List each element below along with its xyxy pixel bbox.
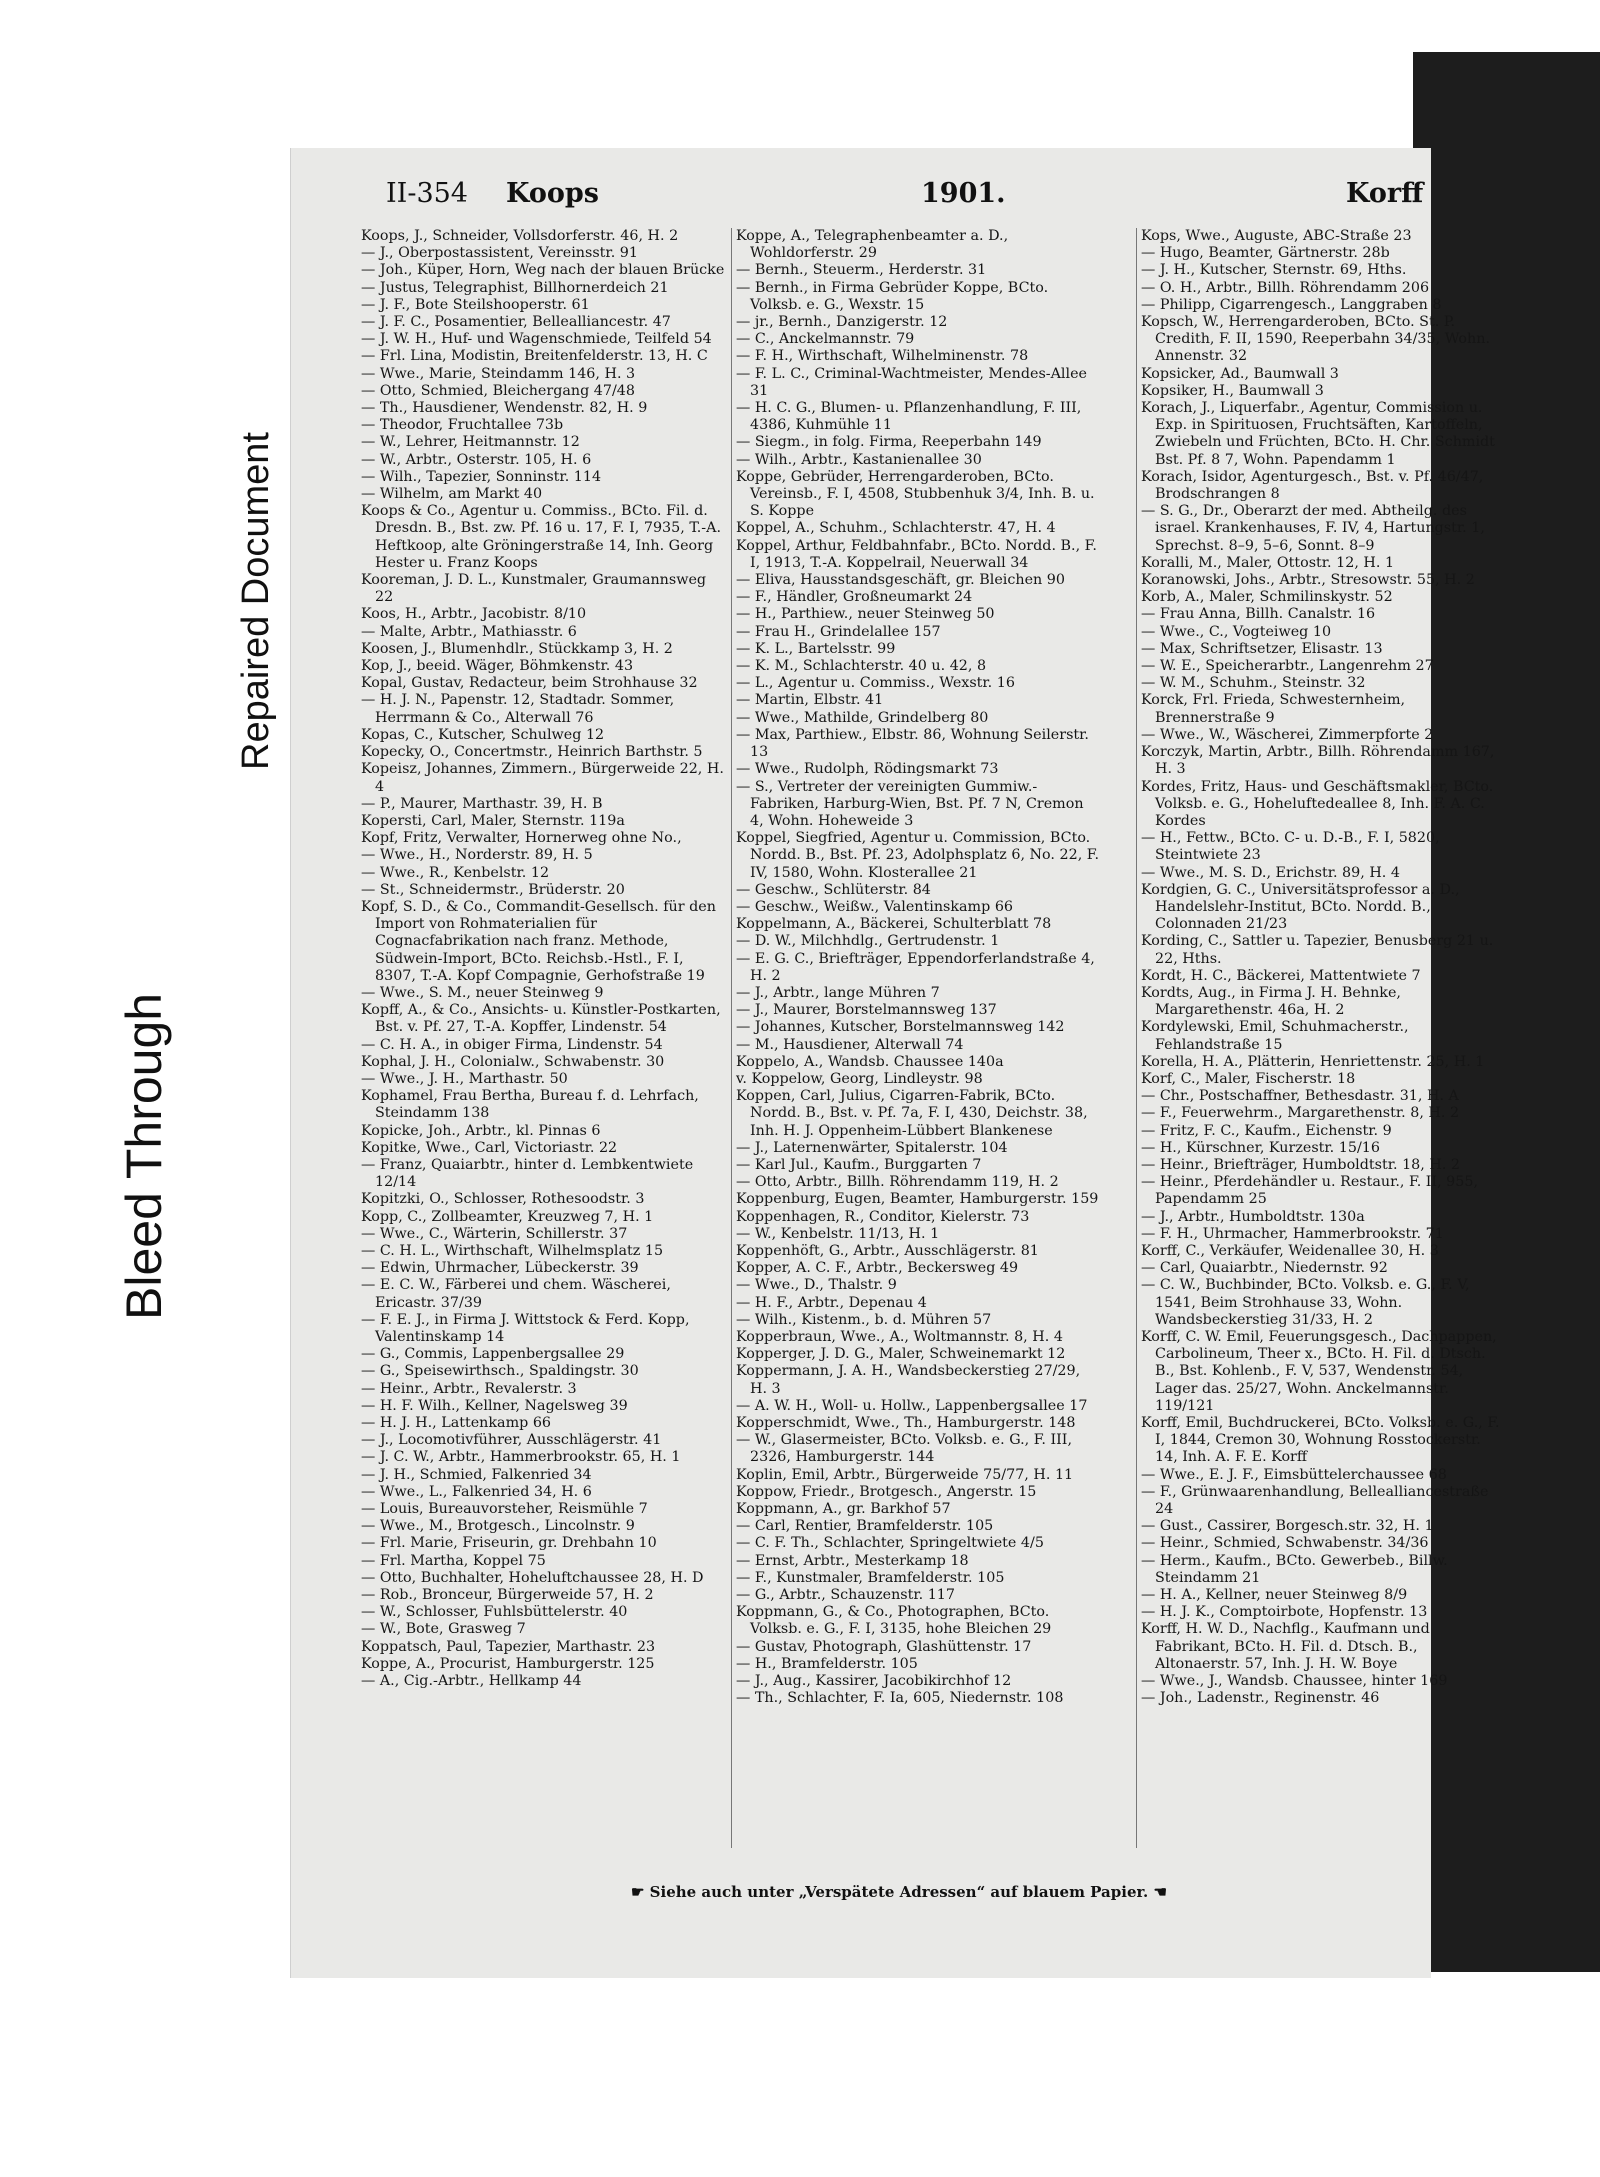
directory-entry: — Frl. Marie, Friseurin, gr. Drehbahn 10 — [361, 1535, 657, 1552]
directory-entry: Koppatsch, Paul, Tapezier, Marthastr. 23 — [361, 1638, 656, 1655]
directory-entry: — F. E. J., in Firma J. Wittstock & Ferd. Kopp, Valentinskamp 14 — [361, 1311, 690, 1345]
directory-entry: — J., Maurer, Borstelmannsweg 137 — [736, 1002, 997, 1019]
directory-entry: — Carl, Rentier, Bramfelderstr. 105 — [736, 1518, 994, 1535]
directory-entry: — G., Speisewirthsch., Spaldingstr. 30 — [361, 1363, 639, 1380]
directory-entry: — Bernh., in Firma Gebrüder Koppe, BCto. Volksb. e. G., Wexstr. 15 — [736, 279, 1049, 313]
directory-entry: — Gustav, Photograph, Glashüttenstr. 17 — [736, 1638, 1032, 1655]
directory-entry: Koppenburg, Eugen, Beamter, Hamburgerstr. 159 — [736, 1191, 1099, 1208]
directory-entry: v. Koppelow, Georg, Lindleystr. 98 — [736, 1070, 983, 1087]
directory-entry: — J., Oberpostassistent, Vereinsstr. 91 — [361, 245, 638, 262]
directory-entry: — Wwe., C., Wärterin, Schillerstr. 37 — [361, 1225, 628, 1242]
directory-entry: Kopf, S. D., & Co., Commandit-Gesellsch. für den Import von Rohmaterialien für Cognacfabrikation nach franz. Methode, Südwein-Import, BCto. Reichsb.-Hstl., F. I, 8307, T.-A. Kopf Compagnie, Gerhofstraße 19 — [361, 898, 716, 984]
directory-entry: Kopperschmidt, Wwe., Th., Hamburgerstr. 148 — [736, 1415, 1076, 1432]
directory-entry: Kop, J., beeid. Wäger, Böhmkenstr. 43 — [361, 658, 634, 675]
directory-entry: — Heinr., Arbtr., Revalerstr. 3 — [361, 1380, 577, 1397]
directory-entry: — L., Agentur u. Commiss., Wexstr. 16 — [736, 675, 1015, 692]
directory-entry: — H., Bramfelderstr. 105 — [736, 1655, 918, 1672]
directory-entry: — C. H. L., Wirthschaft, Wilhelmsplatz 15 — [361, 1242, 664, 1259]
header-year: 1901. — [921, 178, 1006, 209]
directory-entry: Koppe, A., Procurist, Hamburgerstr. 125 — [361, 1655, 655, 1672]
page-header — [386, 178, 1424, 218]
directory-entry: — H. A., Kellner, neuer Steinweg 8/9 — [1141, 1587, 1408, 1604]
page-number: II-354 — [386, 178, 468, 209]
directory-entry: — Wilh., Arbtr., Kastanienallee 30 — [736, 451, 982, 468]
directory-entry: Kordylewski, Emil, Schuhmacherstr., Fehlandstraße 15 — [1141, 1019, 1409, 1053]
directory-entry: Koranowski, Johs., Arbtr., Stresowstr. 55, H. 2 — [1141, 572, 1475, 589]
directory-entry: Korff, C. W. Emil, Feuerungsgesch., Dachpappen, Carbolineum, Theer x., BCto. H. Fil. d. Dtsch. B., Bst. Kohlenb., F. V, 537, Wendenstr. 54, Lager das. 25/27, Wohn. Anckelmannstr. 119/121 — [1141, 1329, 1497, 1414]
directory-entry: Kopsicker, Ad., Baumwall 3 — [1141, 365, 1339, 382]
directory-entry: — Wwe., J., Wandsb. Chaussee, hinter 169 — [1141, 1673, 1448, 1690]
directory-entry: — Louis, Bureauvorsteher, Reismühle 7 — [361, 1501, 648, 1518]
directory-entry: Koplin, Emil, Arbtr., Bürgerweide 75/77, H. 11 — [736, 1466, 1074, 1483]
directory-entry: Kopp, C., Zollbeamter, Kreuzweg 7, H. 1 — [361, 1208, 654, 1225]
directory-entry: — F., Kunstmaler, Bramfelderstr. 105 — [736, 1569, 1005, 1586]
directory-entry: Kopperbraun, Wwe., A., Woltmannstr. 8, H. 4 — [736, 1329, 1063, 1345]
directory-entry: — H. J. H., Lattenkamp 66 — [361, 1415, 552, 1432]
directory-entry: — H., Parthiew., neuer Steinweg 50 — [736, 606, 995, 623]
directory-entry: — F., Feuerwehrm., Margarethenstr. 8, H. 2 — [1141, 1105, 1460, 1122]
directory-entry: Korff, Emil, Buchdruckerei, BCto. Volksb. e. G., F. I, 1844, Cremon 30, Wohnung Rosstockerstr. 14, Inh. A. F. E. Korff — [1141, 1415, 1500, 1466]
directory-entry: — Franz, Quaiarbtr., hinter d. Lembkentwiete 12/14 — [361, 1156, 694, 1191]
directory-entry: — Wwe., M., Brotgesch., Lincolnstr. 9 — [361, 1518, 635, 1535]
directory-entry: — A., Cig.-Arbtr., Hellkamp 44 — [361, 1673, 582, 1690]
directory-entry: Kordts, Aug., in Firma J. H. Behnke, Margarethenstr. 46a, H. 2 — [1141, 984, 1401, 1019]
directory-entry: Korck, Frl. Frieda, Schwesternheim, Brennerstraße 9 — [1141, 692, 1406, 726]
directory-entry: — Rob., Bronceur, Bürgerweide 57, H. 2 — [361, 1587, 654, 1604]
directory-entry: — Wwe., L., Falkenried 34, H. 6 — [361, 1483, 592, 1500]
directory-entry: Koppelmann, A., Bäckerei, Schulterblatt 78 — [736, 916, 1052, 933]
directory-entry: Koppow, Friedr., Brotgesch., Angerstr. 15 — [736, 1483, 1037, 1500]
directory-entry: Kopf, Fritz, Verwalter, Hornerweg ohne No., — [361, 830, 682, 847]
directory-entry: — Heinr., Briefträger, Humboldtstr. 18, H. 2 — [1141, 1156, 1461, 1173]
annotation-labels — [95, 300, 295, 1320]
header-right-word: Korff — [1346, 178, 1424, 209]
directory-entry: — Fritz, F. C., Kaufm., Eichenstr. 9 — [1141, 1122, 1392, 1139]
directory-entry: Kopersti, Carl, Maler, Sternstr. 119a — [361, 812, 625, 829]
directory-entry: — Wilh., Tapezier, Sonninstr. 114 — [361, 468, 602, 485]
directory-entry: Koppenhagen, R., Conditor, Kielerstr. 73 — [736, 1208, 1030, 1225]
directory-entry: Kordgien, G. C., Universitätsprofessor a. D., Handelslehr-Institut, BCto. Nordd. B., Colonnaden 21/23 — [1141, 881, 1460, 933]
directory-entry: — Frau H., Grindelallee 157 — [736, 623, 941, 640]
directory-entry: — F., Händler, Großneumarkt 24 — [736, 589, 973, 606]
directory-entry: — Wwe., D., Thalstr. 9 — [736, 1277, 897, 1294]
directory-entry: — J. F. C., Posamentier, Bellealliancestr. 47 — [361, 314, 671, 331]
directory-entry: — J., Locomotivführer, Ausschlägerstr. 41 — [361, 1432, 662, 1449]
directory-entry: — H. J. K., Comptoirbote, Hopfenstr. 13 — [1141, 1604, 1428, 1621]
directory-entry: Korff, C., Verkäufer, Weidenallee 30, H. 3 — [1141, 1242, 1439, 1259]
directory-entry: — St., Schneidermstr., Brüderstr. 20 — [361, 881, 625, 898]
directory-entry: — F., Grünwaarenhandlung, Bellealliancestraße 24 — [1141, 1483, 1489, 1518]
directory-entry: — J. F., Bote Steilshooperstr. 61 — [361, 296, 590, 313]
directory-entry: Kopicke, Joh., Arbtr., kl. Pinnas 6 — [361, 1122, 601, 1139]
page-footer: ☛ Siehe auch unter „Verspätete Adressen“ auf blauem Papier. ☚ — [631, 1883, 1167, 1901]
directory-entry: — Theodor, Fruchtallee 73b — [361, 417, 564, 434]
directory-entry: — Edwin, Uhrmacher, Lübeckerstr. 39 — [361, 1260, 639, 1277]
directory-page — [290, 148, 1500, 1978]
directory-entry: — Johannes, Kutscher, Borstelmannsweg 142 — [736, 1019, 1065, 1036]
directory-entry: Kopal, Gustav, Redacteur, beim Strohhause 32 — [361, 675, 698, 692]
directory-entry: — K. M., Schlachterstr. 40 u. 42, 8 — [736, 658, 987, 675]
directory-entry: Koralli, M., Maler, Ottostr. 12, H. 1 — [1141, 554, 1395, 571]
column-divider — [1136, 228, 1137, 1848]
directory-entry: — Wwe., W., Wäscherei, Zimmerpforte 2 — [1141, 726, 1434, 743]
directory-entry: — E. G. C., Briefträger, Eppendorferlandstraße 4, H. 2 — [736, 950, 1095, 984]
directory-entry: — Ernst, Arbtr., Mesterkamp 18 — [736, 1552, 969, 1569]
directory-entry: Korczyk, Martin, Arbtr., Billh. Röhrendamm 167, H. 3 — [1141, 744, 1495, 778]
directory-entry: — W., Lehrer, Heitmannstr. 12 — [361, 434, 580, 451]
directory-entry: — Joh., Ladenstr., Reginenstr. 46 — [1141, 1690, 1380, 1707]
directory-entry: Korach, J., Liquerfabr., Agentur, Commission u. Exp. in Spirituosen, Fruchtsäften, Kartoffeln, Zwiebeln und Früchten, BCto. H. Chr. Schmidt Bst. Pf. 8 7, Wohn. Papendamm 1 — [1141, 400, 1495, 468]
directory-entry: — Carl, Quaiarbtr., Niedernstr. 92 — [1141, 1260, 1388, 1277]
repaired-document-label: Repaired Document — [235, 432, 277, 770]
directory-entry: — J. H., Kutscher, Sternstr. 69, Hths. — [1141, 262, 1407, 279]
directory-entry: — Geschw., Schlüterstr. 84 — [736, 881, 931, 898]
directory-entry: — Malte, Arbtr., Mathiasstr. 6 — [361, 623, 577, 640]
directory-entry: Kopper, A. C. F., Arbtr., Beckersweg 49 — [736, 1260, 1019, 1277]
directory-entry: Koppen, Carl, Julius, Cigarren-Fabrik, BCto. Nordd. B., Bst. v. Pf. 7a, F. I, 430, Deichstr. 38, Inh. H. J. Oppenheim-Lübbert Blankenese — [736, 1088, 1088, 1139]
directory-entry: Kops, Wwe., Auguste, ABC-Straße 23 — [1141, 228, 1412, 244]
directory-entry: — J., Arbtr., Humboldtstr. 130a — [1141, 1208, 1365, 1225]
directory-entry: — H. F., Arbtr., Depenau 4 — [736, 1294, 927, 1311]
directory-entry: Koppel, Siegfried, Agentur u. Commission, BCto. Nordd. B., Bst. Pf. 23, Adolphsplatz 6, No. 22, F. IV, 1580, Wohn. Klosterallee 21 — [736, 830, 1100, 881]
directory-entry: Kordt, H. C., Bäckerei, Mattentwiete 7 — [1141, 967, 1421, 984]
directory-entry: — M., Hausdiener, Alterwall 74 — [736, 1036, 964, 1053]
directory-entry: — Max, Parthiew., Elbstr. 86, Wohnung Seilerstr. 13 — [736, 726, 1089, 761]
directory-entry: — Eliva, Hausstandsgeschäft, gr. Bleichen 90 — [736, 572, 1066, 589]
directory-entry: Kopsch, W., Herrengarderoben, BCto. St. P. Credith, F. II, 1590, Reeperbahn 34/35, Wohn. Annenstr. 32 — [1141, 314, 1490, 365]
directory-entry: Korff, H. W. D., Nachflg., Kaufmann und Fabrikant, BCto. H. Fil. d. Dtsch. B., Altonaerstr. 57, Inh. J. H. W. Boye — [1141, 1621, 1430, 1672]
directory-entry: Kording, C., Sattler u. Tapezier, Benusberg 21 u. 22, Hths. — [1141, 933, 1494, 967]
directory-entry: — Wwe., M. S. D., Erichstr. 89, H. 4 — [1141, 864, 1400, 881]
directory-entry: — K. L., Bartelsstr. 99 — [736, 640, 896, 657]
directory-entry: — J., Laternenwärter, Spitalerstr. 104 — [736, 1139, 1008, 1156]
directory-entry: — E. C. W., Färberei und chem. Wäscherei, Ericastr. 37/39 — [361, 1277, 671, 1311]
directory-entry: — D. W., Milchhdlg., Gertrudenstr. 1 — [736, 933, 1000, 950]
directory-entry: Kopitzki, O., Schlosser, Rothesoodstr. 3 — [361, 1191, 645, 1208]
directory-entry: — H. C. G., Blumen- u. Pflanzenhandlung, F. III, 4386, Kuhmühle 11 — [736, 400, 1082, 434]
directory-entry: — Wilhelm, am Markt 40 — [361, 486, 543, 503]
directory-entry: — P., Maurer, Marthastr. 39, H. B — [361, 795, 603, 812]
directory-entry: Koos, H., Arbtr., Jacobistr. 8/10 — [361, 606, 587, 623]
directory-entry: — Frl. Martha, Koppel 75 — [361, 1552, 546, 1569]
directory-entry: Koppmann, G., & Co., Photographen, BCto. Volksb. e. G., F. I, 3135, hohe Bleichen 29 — [736, 1604, 1052, 1638]
directory-entry: Koppelo, A., Wandsb. Chaussee 140a — [736, 1053, 1004, 1070]
directory-entry: Kophamel, Frau Bertha, Bureau f. d. Lehrfach, Steindamm 138 — [361, 1088, 699, 1122]
directory-entry: — Wwe., C., Vogteiweg 10 — [1141, 623, 1332, 640]
directory-entry: — J., Aug., Kassirer, Jacobikirchhof 12 — [736, 1673, 1012, 1690]
directory-entry: — Chr., Postschaffner, Bethesdastr. 31, H. A — [1141, 1088, 1459, 1105]
directory-entry: Kordes, Fritz, Haus- und Geschäftsmakler, BCto. Volksb. e. G., Hoheluftedeallee 8, Inh. F. A. C. Kordes — [1141, 778, 1494, 829]
directory-entry: — Wwe., R., Kenbelstr. 12 — [361, 864, 550, 881]
directory-entry: — A. W. H., Woll- u. Hollw., Lappenbergsallee 17 — [736, 1397, 1088, 1414]
directory-entry: — F. H., Uhrmacher, Hammerbrookstr. 71 — [1141, 1225, 1444, 1242]
directory-entry: Korb, A., Maler, Schmilinskystr. 52 — [1141, 589, 1393, 606]
directory-entry: — H. F. Wilh., Kellner, Nagelsweg 39 — [361, 1397, 628, 1414]
directory-entry: — H., Fettw., BCto. C- u. D.-B., F. I, 5820, Steintwiete 23 — [1141, 830, 1440, 864]
directory-entry: — W. E., Speicherarbtr., Langenrehm 27 — [1141, 658, 1434, 675]
directory-entry: Koppermann, J. A. H., Wandsbeckerstieg 27/29, H. 3 — [736, 1363, 1081, 1397]
directory-entry: — Wwe., J. H., Marthastr. 50 — [361, 1070, 568, 1087]
directory-entry: — W., Bote, Grasweg 7 — [361, 1621, 526, 1638]
directory-entry: — Otto, Buchhalter, Hoheluftchaussee 28, H. D — [361, 1569, 704, 1586]
directory-entry: — W., Schlosser, Fuhlsbüttelerstr. 40 — [361, 1604, 628, 1621]
directory-entry: — Wwe., Rudolph, Rödingsmarkt 73 — [736, 761, 999, 778]
directory-entry: Koosen, J., Blumenhdlr., Stückkamp 3, H. 2 — [361, 640, 673, 657]
directory-entry: — Philipp, Cigarrengesch., Langgraben 8 — [1141, 296, 1442, 313]
directory-entry: — Otto, Arbtr., Billh. Röhrendamm 119, H. 2 — [736, 1174, 1059, 1191]
directory-entry: — Gust., Cassirer, Borgesch.str. 32, H. 1 — [1141, 1518, 1434, 1535]
directory-entry: — Th., Hausdiener, Wendenstr. 82, H. 9 — [361, 400, 648, 417]
directory-entry: — H., Kürschner, Kurzestr. 15/16 — [1141, 1139, 1380, 1156]
directory-entry: — C. F. Th., Schlachter, Springeltwiete 4/5 — [736, 1535, 1044, 1552]
directory-entry: Koppel, A., Schuhm., Schlachterstr. 47, H. 4 — [736, 520, 1056, 537]
directory-entry: — O. H., Arbtr., Billh. Röhrendamm 206 — [1141, 279, 1430, 296]
directory-entry: — G., Commis, Lappenbergsallee 29 — [361, 1346, 625, 1363]
directory-entry: — C. W., Buchbinder, BCto. Volksb. e. G., F. V, 1541, Beim Strohhause 33, Wohn. Wandsbeckerstieg 31/33, H. 2 — [1141, 1277, 1470, 1328]
directory-entry: Koppe, A., Telegraphenbeamter a. D., Wohldorferstr. 29 — [736, 228, 1009, 262]
directory-entry: — J. C. W., Arbtr., Hammerbrookstr. 65, H. 1 — [361, 1449, 681, 1466]
directory-entry: — Joh., Küper, Horn, Weg nach der blauen Brücke — [361, 262, 725, 279]
directory-entry: Korach, Isidor, Agenturgesch., Bst. v. Pf. 46/47, Brodschrangen 8 — [1141, 468, 1484, 503]
directory-entry: — Siegm., in folg. Firma, Reeperbahn 149 — [736, 434, 1042, 451]
directory-entry: — Hugo, Beamter, Gärtnerstr. 28b — [1141, 245, 1390, 262]
directory-entry: — Wwe., Marie, Steindamm 146, H. 3 — [361, 365, 636, 382]
directory-entry: Kopsiker, H., Baumwall 3 — [1141, 382, 1324, 399]
directory-entry: Kopas, C., Kutscher, Schulweg 12 — [361, 726, 605, 743]
directory-entry: — Wwe., S. M., neuer Steinweg 9 — [361, 984, 604, 1001]
column-2 — [736, 228, 1101, 1707]
directory-entry: Kopeisz, Johannes, Zimmern., Bürgerweide 22, H. 4 — [361, 761, 724, 795]
directory-entry: — Justus, Telegraphist, Billhornerdeich 21 — [361, 279, 669, 296]
directory-entry: — J., Arbtr., lange Mühren 7 — [736, 984, 940, 1001]
directory-entry: — Wwe., H., Norderstr. 89, H. 5 — [361, 847, 593, 864]
directory-entry: — S. G., Dr., Oberarzt der med. Abtheilg. des israel. Krankenhauses, F. IV, 4, Hartungstr. 1, Sprechst. 8–9, 5–6, Sonnt. 8–9 — [1141, 503, 1485, 554]
directory-entry: Kophal, J. H., Colonialw., Schwabenstr. 30 — [361, 1053, 665, 1070]
directory-entry: Koppel, Arthur, Feldbahnfabr., BCto. Nordd. B., F. I, 1913, T.-A. Koppelrail, Neuerwall 34 — [736, 537, 1097, 571]
directory-entry: — Max, Schriftsetzer, Elisastr. 13 — [1141, 640, 1383, 657]
directory-entry: Kooreman, J. D. L., Kunstmaler, Graumannsweg 22 — [361, 572, 707, 606]
directory-entry: — Wwe., Mathilde, Grindelberg 80 — [736, 709, 989, 726]
directory-entry: Kopecky, O., Concertmstr., Heinrich Barthstr. 5 — [361, 744, 703, 761]
directory-entry: — Wilh., Kistenm., b. d. Mühren 57 — [736, 1311, 992, 1328]
directory-entry: — Bernh., Steuerm., Herderstr. 31 — [736, 262, 987, 279]
directory-entry: — C. H. A., in obiger Firma, Lindenstr. 54 — [361, 1036, 663, 1053]
directory-entry: Kopperger, J. D. G., Maler, Schweinemarkt 12 — [736, 1346, 1066, 1363]
column-divider — [731, 228, 732, 1848]
directory-entry: Koppmann, A., gr. Barkhof 57 — [736, 1501, 951, 1518]
directory-entry: — Karl Jul., Kaufm., Burggarten 7 — [736, 1156, 982, 1173]
directory-entry: — Wwe., E. J. F., Eimsbüttelerchaussee 68 — [1141, 1466, 1447, 1483]
directory-entry: — Frl. Lina, Modistin, Breitenfelderstr. 13, H. C — [361, 348, 708, 365]
directory-entry: Koops & Co., Agentur u. Commiss., BCto. Fil. d. Dresdn. B., Bst. zw. Pf. 16 u. 17, F. I, 7935, T.-A. Heftkoop, alte Gröningerstraße 14, Inh. Georg Hester u. Franz Koops — [361, 503, 722, 571]
header-left-word: Koops — [506, 178, 599, 209]
directory-entry: — Th., Schlachter, F. Ia, 605, Niedernstr. 108 — [736, 1690, 1064, 1707]
directory-entry: — Frau Anna, Billh. Canalstr. 16 — [1141, 606, 1376, 623]
directory-entry: — C., Anckelmannstr. 79 — [736, 331, 915, 348]
directory-entry: — S., Vertreter der vereinigten Gummiw.-Fabriken, Harburg-Wien, Bst. Pf. 7 N, Cremon 4, Wohn. Hoheweide 3 — [736, 778, 1084, 829]
directory-entry: Koppenhöft, G., Arbtr., Ausschlägerstr. 81 — [736, 1242, 1039, 1259]
directory-entry: — Herm., Kaufm., BCto. Gewerbeb., Billw. Steindamm 21 — [1141, 1552, 1448, 1586]
directory-entry: — J. H., Schmied, Falkenried 34 — [361, 1466, 592, 1483]
directory-entry: — jr., Bernh., Danzigerstr. 12 — [736, 314, 948, 331]
directory-entry: Korf, C., Maler, Fischerstr. 18 — [1141, 1070, 1356, 1087]
directory-entry: — Otto, Schmied, Bleichergang 47/48 — [361, 382, 635, 399]
directory-entry: Kopitke, Wwe., Carl, Victoriastr. 22 — [361, 1139, 618, 1156]
directory-entry: — Heinr., Schmied, Schwabenstr. 34/36 — [1141, 1535, 1429, 1552]
directory-entry: — J. W. H., Huf- und Wagenschmiede, Teilfeld 54 — [361, 331, 712, 348]
column-1 — [361, 228, 726, 1690]
directory-entry: — H. J. N., Papenstr. 12, Stadtadr. Sommer, Herrmann & Co., Alterwall 76 — [361, 692, 675, 726]
directory-entry: — W., Glasermeister, BCto. Volksb. e. G., F. III, 2326, Hamburgerstr. 144 — [736, 1432, 1073, 1466]
directory-entry: Koops, J., Schneider, Vollsdorferstr. 46, H. 2 — [361, 228, 679, 244]
directory-entry: — Geschw., Weißw., Valentinskamp 66 — [736, 898, 1014, 915]
directory-entry: — W. M., Schuhm., Steinstr. 32 — [1141, 675, 1366, 692]
directory-entry: — Heinr., Pferdehändler u. Restaur., F. II, 955, Papendamm 25 — [1141, 1174, 1479, 1208]
directory-entry: — G., Arbtr., Schauzenstr. 117 — [736, 1587, 956, 1604]
directory-entry: — F. H., Wirthschaft, Wilhelminenstr. 78 — [736, 348, 1029, 365]
directory-entry: Korella, H. A., Plätterin, Henriettenstr. 25, H. 1 — [1141, 1053, 1485, 1070]
directory-entry: — F. L. C., Criminal-Wachtmeister, Mendes-Allee 31 — [736, 365, 1087, 399]
directory-entry: — W., Arbtr., Osterstr. 105, H. 6 — [361, 451, 592, 468]
column-3 — [1141, 228, 1506, 1707]
directory-entry: Kopff, A., & Co., Ansichts- u. Künstler-Postkarten, Bst. v. Pf. 27, T.-A. Kopffer, Lindenstr. 54 — [361, 1002, 721, 1036]
directory-entry: — W., Kenbelstr. 11/13, H. 1 — [736, 1225, 940, 1242]
bleed-through-label: Bleed Through — [116, 992, 172, 1320]
directory-entry: — Martin, Elbstr. 41 — [736, 692, 884, 709]
directory-entry: Koppe, Gebrüder, Herrengarderoben, BCto. Vereinsb., F. I, 4508, Stubbenhuk 3/4, Inh. B. u. S. Koppe — [736, 468, 1095, 520]
